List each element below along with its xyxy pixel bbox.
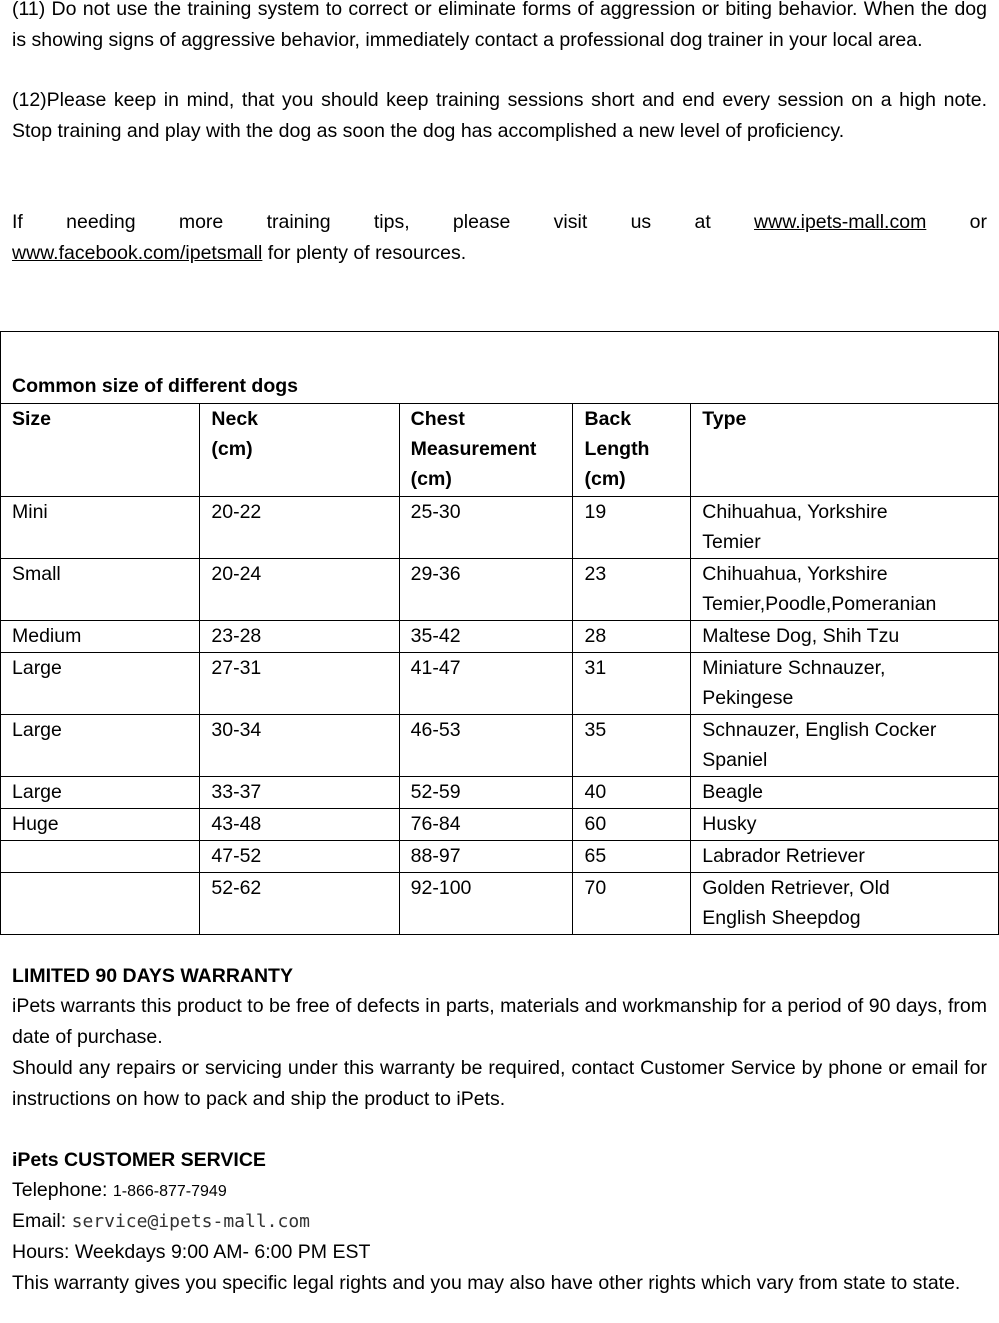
table-row: [1, 841, 999, 873]
email-line: [12, 1206, 987, 1238]
header-chest: Chest Measurement (cm): [399, 404, 573, 497]
header-neck: Neck (cm): [200, 404, 399, 497]
legal-rights-paragraph: This warranty gives you specific legal rights and you may also have other rights which vary from state to state.: [12, 1272, 961, 1294]
tip-item-11: (11) Do not use the training system to correct or eliminate forms of aggression or biting behavior. When the dog is showing signs of aggressive behavior, immediately contact a professional dog trainer in your local area.: [12, 0, 987, 51]
website-link[interactable]: www.ipets-mall.com: [754, 211, 927, 233]
warranty-paragraph-2: Should any repairs or servicing under this warranty be required, contact Customer Service by phone or email for instructions on how to pack and ship the product to iPets.: [12, 1057, 987, 1110]
header-size: Size: [1, 404, 200, 497]
cell-back: 65: [573, 841, 691, 873]
facebook-line: [12, 238, 987, 269]
cell-type: Chihuahua, Yorkshire Temier: [691, 497, 999, 559]
cell-back: 23: [573, 559, 691, 621]
more-tips-paragraph: [12, 207, 987, 268]
cell-size: Large: [1, 777, 200, 809]
cell-neck: 47-52: [200, 841, 399, 873]
facebook-link[interactable]: www.facebook.com/ipetsmall: [12, 241, 263, 264]
cell-size: Large: [1, 715, 200, 777]
word: visit: [553, 211, 588, 233]
word: If: [12, 211, 23, 233]
word: needing: [66, 211, 136, 233]
word: training: [266, 211, 331, 233]
table-row: [1, 497, 999, 559]
customer-service-heading: iPets CUSTOMER SERVICE: [12, 1149, 266, 1171]
cell-neck: 33-37: [200, 777, 399, 809]
telephone-value: 1-866-877-7949: [112, 1183, 227, 1200]
cell-chest: 41-47: [399, 653, 573, 715]
cell-type: Husky: [691, 809, 999, 841]
cell-chest: 76-84: [399, 809, 573, 841]
cell-neck: 20-22: [200, 497, 399, 559]
cell-size: Huge: [1, 809, 200, 841]
cell-chest: 35-42: [399, 621, 573, 653]
cell-type: Chihuahua, Yorkshire Temier,Poodle,Pomeranian: [691, 559, 999, 621]
cell-back: 60: [573, 809, 691, 841]
dog-size-table: [0, 331, 999, 935]
cell-chest: 52-59: [399, 777, 573, 809]
telephone-label: Telephone:: [12, 1179, 113, 1201]
cell-chest: 25-30: [399, 497, 573, 559]
word: tips,: [373, 211, 410, 233]
header-type: Type: [691, 404, 999, 497]
word: or: [969, 211, 987, 233]
cell-type: Golden Retriever, Old English Sheepdog: [691, 873, 999, 935]
word: more: [178, 211, 224, 233]
cell-size: [1, 841, 200, 873]
cell-neck: 23-28: [200, 621, 399, 653]
cell-back: 19: [573, 497, 691, 559]
cell-size: [1, 873, 200, 935]
cell-size: Mini: [1, 497, 200, 559]
table-row: [1, 873, 999, 935]
resources-text: for plenty of resources.: [262, 241, 467, 264]
word: please: [452, 211, 511, 233]
cell-back: 70: [573, 873, 691, 935]
cell-size: Medium: [1, 621, 200, 653]
cell-type: Beagle: [691, 777, 999, 809]
cell-type: Schnauzer, English Cocker Spaniel: [691, 715, 999, 777]
cell-size: Small: [1, 559, 200, 621]
table-row: [1, 621, 999, 653]
cell-neck: 43-48: [200, 809, 399, 841]
telephone-line: [12, 1175, 987, 1208]
warranty-heading: LIMITED 90 DAYS WARRANTY: [12, 965, 293, 987]
email-value: service@ipets-mall.com: [71, 1211, 311, 1232]
cell-neck: 52-62: [200, 873, 399, 935]
cell-neck: 30-34: [200, 715, 399, 777]
table-row: [1, 653, 999, 715]
table-row: [1, 777, 999, 809]
cell-type: Maltese Dog, Shih Tzu: [691, 621, 999, 653]
tip-item-12: (12)Please keep in mind, that you should keep training sessions short and end every session on a high note. Stop training and play with the dog as soon the dog has accomplished a new level of proficiency.: [12, 89, 987, 142]
cell-neck: 27-31: [200, 653, 399, 715]
cell-chest: 92-100: [399, 873, 573, 935]
cell-neck: 20-24: [200, 559, 399, 621]
cell-chest: 29-36: [399, 559, 573, 621]
cell-back: 40: [573, 777, 691, 809]
cell-back: 31: [573, 653, 691, 715]
cell-back: 28: [573, 621, 691, 653]
cell-size: Large: [1, 653, 200, 715]
word: at: [694, 211, 711, 233]
header-back-length: Back Length (cm): [573, 404, 691, 497]
more-tips-line: [12, 207, 987, 238]
table-row: [1, 715, 999, 777]
table-caption: Common size of different dogs: [1, 332, 999, 404]
cell-chest: 88-97: [399, 841, 573, 873]
cell-type: Miniature Schnauzer, Pekingese: [691, 653, 999, 715]
email-label: Email:: [12, 1210, 72, 1232]
table-header-row: [1, 404, 999, 497]
cell-chest: 46-53: [399, 715, 573, 777]
cell-type: Labrador Retriever: [691, 841, 999, 873]
warranty-paragraph-1: iPets warrants this product to be free of defects in parts, materials and workmanship for a period of 90 days, from date of purchase.: [12, 995, 987, 1048]
word: us: [630, 211, 652, 233]
hours-line: Hours: Weekdays 9:00 AM- 6:00 PM EST: [12, 1241, 371, 1263]
table-row: [1, 809, 999, 841]
table-row: [1, 559, 999, 621]
cell-back: 35: [573, 715, 691, 777]
table-caption-row: [1, 332, 999, 404]
